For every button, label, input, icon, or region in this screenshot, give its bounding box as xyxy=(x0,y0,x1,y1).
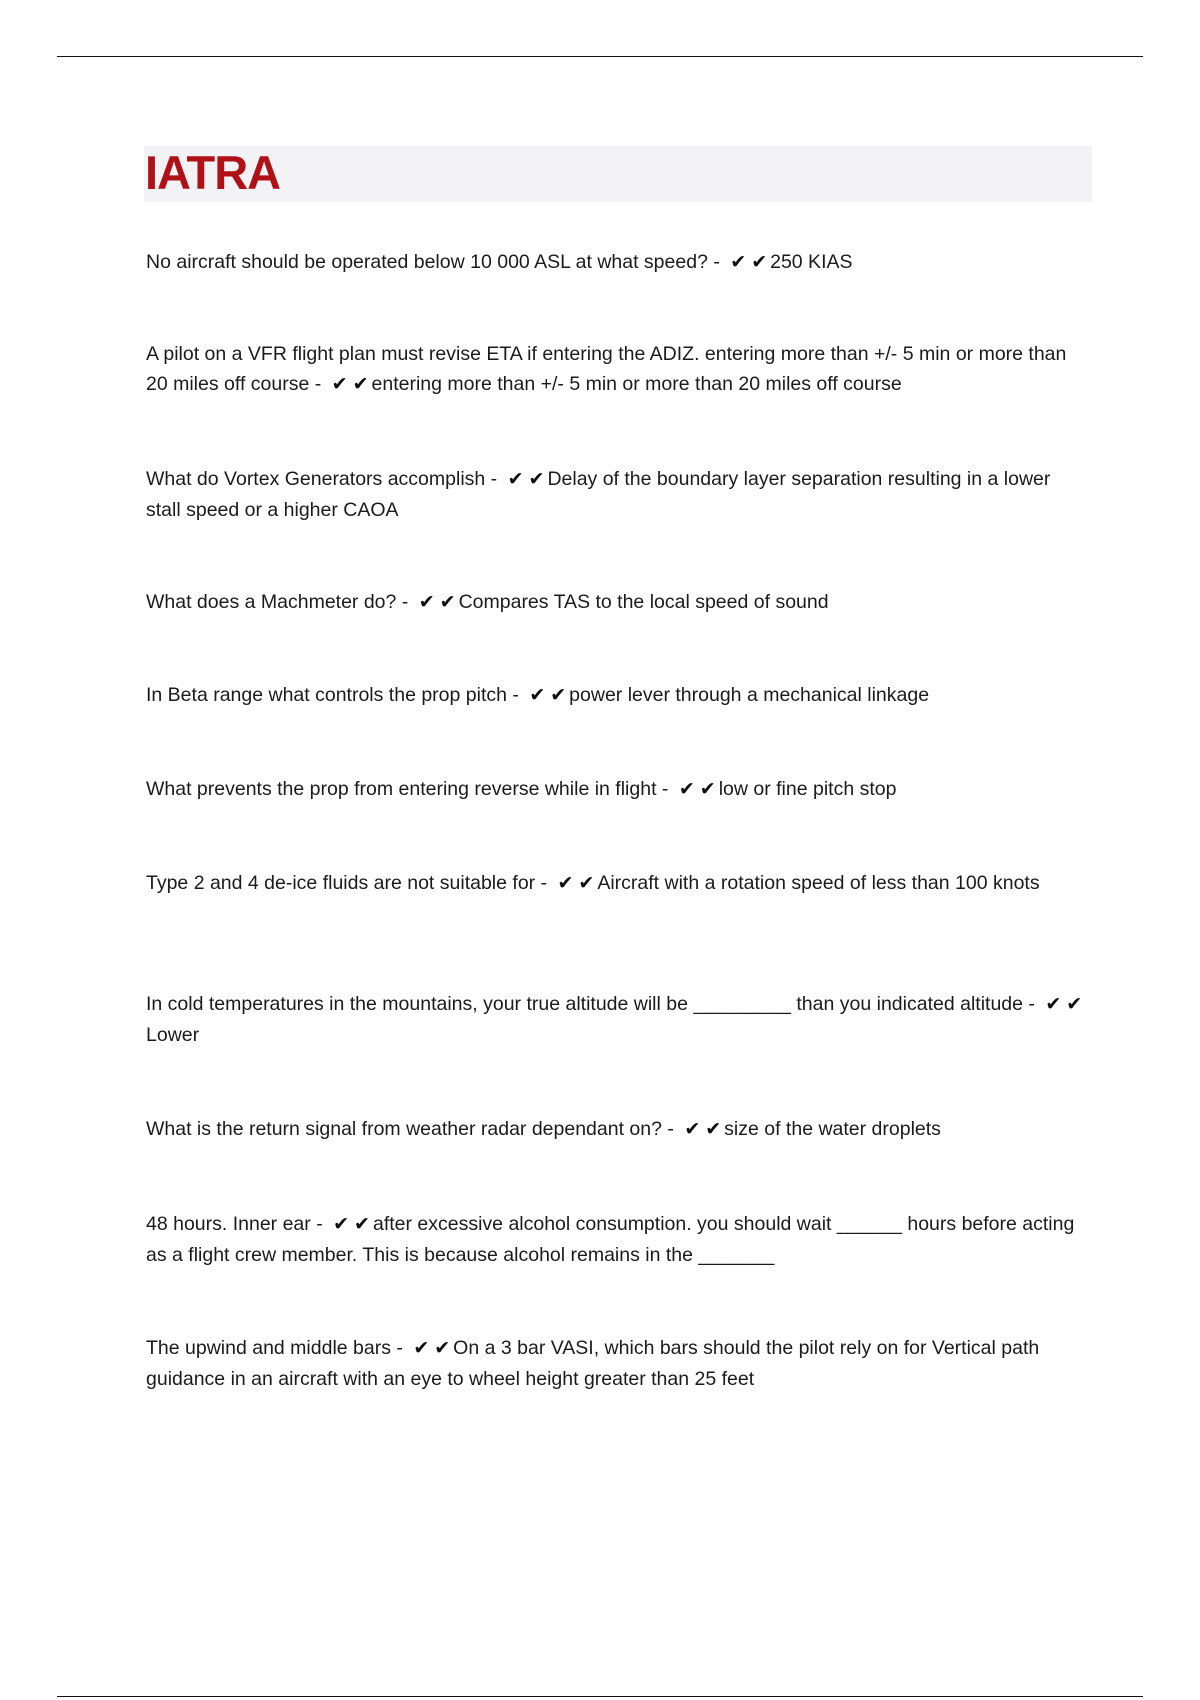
qa-item xyxy=(146,464,1086,525)
check-icon: ✔ xyxy=(528,469,545,490)
check-icon: ✔ xyxy=(1066,994,1083,1015)
answer-text: Compares TAS to the local speed of sound xyxy=(458,591,829,613)
check-icon: ✔ xyxy=(684,1119,701,1140)
bottom-rule xyxy=(57,1696,1143,1697)
answer-text: after excessive alcohol consumption. you should wait ______ hours before acting as a flight crew member. This is because alcohol remains in the _______ xyxy=(146,1213,1075,1266)
check-icon: ✔ xyxy=(550,685,567,706)
answer-text: 250 KIAS xyxy=(770,251,853,273)
qa-item xyxy=(146,1333,1086,1394)
separator: - xyxy=(506,684,525,706)
qa-item xyxy=(146,339,1086,400)
question-text: Type 2 and 4 de-ice fluids are not suitable for xyxy=(146,872,536,894)
qa-item xyxy=(146,868,1086,899)
question-text: What do Vortex Generators accomplish xyxy=(146,468,486,490)
answer-text: On a 3 bar VASI, which bars should the pilot rely on for Vertical path guidance in an aircraft with an eye to wheel height greater than 25 feet xyxy=(146,1337,1040,1390)
check-icon: ✔ xyxy=(354,1214,370,1235)
qa-item xyxy=(146,774,1086,805)
separator: - xyxy=(661,1118,680,1140)
qa-item xyxy=(146,1209,1086,1270)
question-text: In Beta range what controls the prop pitch xyxy=(146,684,507,706)
question-text: No aircraft should be operated below 10 000 ASL at what speed? xyxy=(146,251,708,273)
question-text: What is the return signal from weather radar dependant on? xyxy=(146,1118,662,1140)
check-icon: ✔ xyxy=(557,873,574,894)
separator: - xyxy=(390,1337,409,1359)
separator: - xyxy=(485,468,503,490)
question-text: What prevents the prop from entering reverse while in flight xyxy=(146,778,657,800)
answer-text: power lever through a mechanical linkage xyxy=(569,684,930,706)
answer-text: size of the water droplets xyxy=(724,1118,941,1140)
check-icon: ✔ xyxy=(413,1338,430,1359)
check-icon: ✔ xyxy=(678,779,695,800)
check-icon: ✔ xyxy=(418,592,435,613)
check-icon: ✔ xyxy=(333,1214,350,1235)
answer-text: entering more than +/- 5 min or more than 20 miles off course xyxy=(371,373,902,395)
answer-text: Aircraft with a rotation speed of less than 100 knots xyxy=(597,872,1040,894)
separator: - xyxy=(656,778,674,800)
title-band xyxy=(144,146,1092,202)
answer-text: low or fine pitch stop xyxy=(718,778,897,800)
qa-item xyxy=(146,1114,1086,1145)
separator: - xyxy=(707,251,726,273)
check-icon: ✔ xyxy=(434,1338,451,1359)
check-icon: ✔ xyxy=(699,779,716,800)
check-icon: ✔ xyxy=(439,592,456,613)
qa-item xyxy=(146,587,1086,618)
question-text: In cold temperatures in the mountains, your true altitude will be _________ than you indicated altitude xyxy=(146,993,1023,1015)
question-text: What does a Machmeter do? xyxy=(146,591,397,613)
qa-item xyxy=(146,989,1086,1050)
check-icon: ✔ xyxy=(352,374,369,395)
check-icon: ✔ xyxy=(507,469,524,490)
separator: - xyxy=(396,591,414,613)
check-icon: ✔ xyxy=(730,252,747,273)
question-text: The upwind and middle bars xyxy=(146,1337,391,1359)
top-rule xyxy=(57,56,1143,57)
check-icon: ✔ xyxy=(529,685,546,706)
question-text: A pilot on a VFR flight plan must revise ETA if entering the ADIZ. entering more than +/- 5 min or more than 20 miles off course xyxy=(146,343,1067,395)
separator: - xyxy=(1022,993,1041,1015)
question-text: 48 hours. Inner ear xyxy=(146,1213,311,1235)
qa-item xyxy=(146,247,1086,278)
check-icon: ✔ xyxy=(705,1119,722,1140)
check-icon: ✔ xyxy=(751,252,768,273)
separator: - xyxy=(535,872,553,894)
separator: - xyxy=(310,1213,329,1235)
separator: - xyxy=(309,373,327,395)
check-icon: ✔ xyxy=(1045,994,1062,1015)
document-title: IATRA xyxy=(145,146,281,199)
check-icon: ✔ xyxy=(578,873,595,894)
answer-text: Lower xyxy=(146,1024,200,1046)
answer-text: Delay of the boundary layer separation resulting in a lower stall speed or a higher CAOA xyxy=(146,468,1051,521)
qa-item xyxy=(146,680,1086,711)
check-icon: ✔ xyxy=(331,374,348,395)
